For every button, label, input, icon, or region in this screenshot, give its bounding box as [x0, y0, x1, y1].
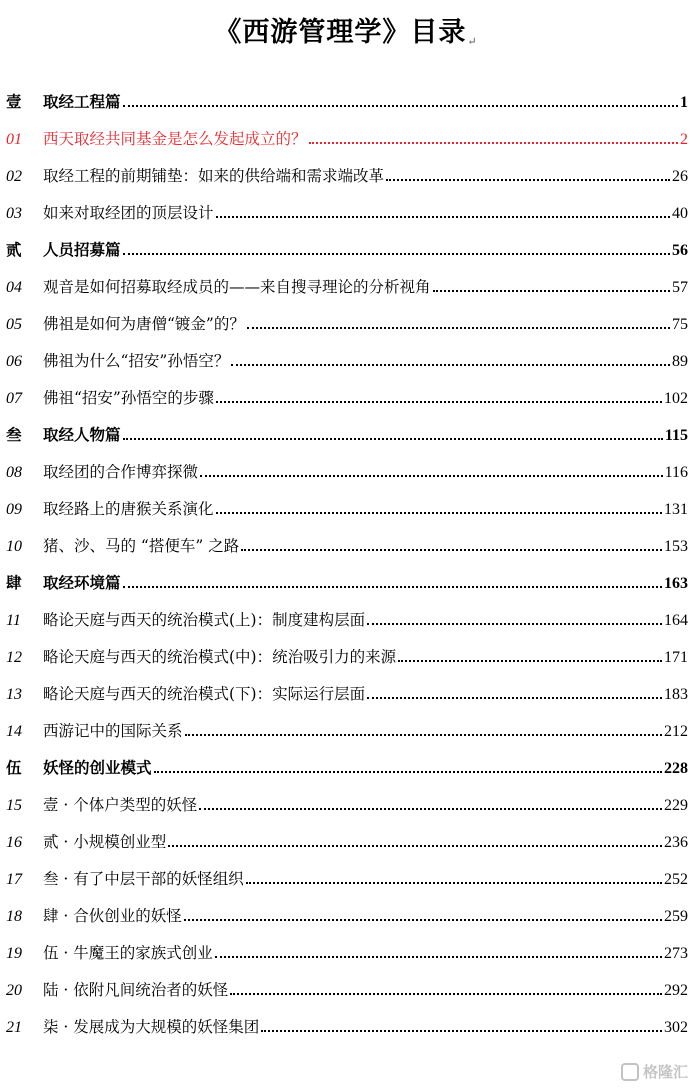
dot-leader — [123, 253, 670, 255]
chapter-title: 肆 · 合伙创业的妖怪 — [43, 907, 182, 925]
toc-item-row[interactable] — [0, 491, 692, 519]
chapter-title: 略论天庭与西天的统治模式(上)：制度建构层面 — [43, 611, 366, 629]
section-title: 人员招募篇 — [43, 240, 121, 259]
page-number: 40 — [672, 205, 688, 222]
page-number: 115 — [664, 427, 688, 444]
section-number: 叁 — [6, 425, 22, 444]
chapter-title: 观音是如何招募取经成员的——来自搜寻理论的分析视角 — [43, 278, 431, 296]
dot-leader — [154, 771, 662, 773]
toc-item-row[interactable] — [0, 306, 692, 334]
chapter-title: 叁 · 有了中层干部的妖怪组织 — [43, 870, 244, 888]
chapter-number: 05 — [6, 316, 22, 333]
page-number: 164 — [664, 612, 688, 629]
section-title: 取经环境篇 — [43, 573, 121, 592]
brand-logo-icon — [621, 1063, 639, 1081]
dot-leader — [231, 364, 670, 366]
page-number: 229 — [664, 797, 688, 814]
page-title — [0, 10, 692, 49]
chapter-title: 佛祖为什么“招安”孙悟空？ — [43, 352, 230, 370]
chapter-title: 伍 · 牛魔王的家族式创业 — [43, 944, 213, 962]
toc-item-row[interactable] — [0, 972, 692, 1000]
toc-item-row[interactable] — [0, 861, 692, 889]
chapter-number: 03 — [6, 205, 22, 222]
page-number: 171 — [664, 649, 688, 666]
page-number: 163 — [664, 575, 688, 592]
dot-leader — [216, 512, 662, 514]
page-number: 292 — [664, 982, 688, 999]
dot-leader — [216, 401, 662, 403]
chapter-title: 西游记中的国际关系 — [43, 722, 183, 740]
page-number: 57 — [672, 279, 688, 296]
toc-section-row[interactable] — [0, 84, 692, 112]
section-title: 取经人物篇 — [43, 425, 121, 444]
dot-leader — [123, 105, 678, 107]
dot-leader — [433, 290, 670, 292]
chapter-number: 06 — [6, 353, 22, 370]
watermark-text: 格隆汇 — [642, 1063, 688, 1081]
page-number: 302 — [664, 1019, 688, 1036]
page-number: 1 — [680, 94, 688, 111]
dot-leader — [168, 845, 662, 847]
toc-item-row[interactable] — [0, 269, 692, 297]
chapter-number: 09 — [6, 501, 22, 518]
dot-leader — [309, 142, 678, 144]
page-number: 116 — [664, 464, 688, 481]
chapter-title: 柒 · 发展成为大规模的妖怪集团 — [43, 1018, 260, 1036]
page-title-text: 《西游管理学》目录 — [214, 17, 467, 48]
dot-leader — [241, 549, 662, 551]
chapter-number: 13 — [6, 686, 22, 703]
dot-leader — [398, 660, 662, 662]
toc-item-row[interactable] — [0, 528, 692, 556]
table-of-contents — [0, 78, 692, 1046]
chapter-title: 如来对取经团的顶层设计 — [43, 204, 214, 222]
dot-leader — [247, 327, 670, 329]
toc-item-row[interactable] — [0, 454, 692, 482]
page-number: 212 — [664, 723, 688, 740]
page-number: 75 — [672, 316, 688, 333]
chapter-number: 04 — [6, 279, 22, 296]
toc-item-row[interactable] — [0, 1009, 692, 1037]
page-number: 252 — [664, 871, 688, 888]
dot-leader — [261, 1030, 662, 1032]
dot-leader — [199, 808, 662, 810]
dot-leader — [367, 623, 662, 625]
chapter-number: 01 — [6, 131, 22, 148]
page-number: 2 — [680, 131, 688, 148]
section-title: 取经工程篇 — [43, 92, 121, 111]
page-number: 236 — [664, 834, 688, 851]
chapter-number: 11 — [6, 612, 21, 629]
chapter-number: 07 — [6, 390, 22, 407]
section-number: 壹 — [6, 92, 22, 111]
chapter-title: 猪、沙、马的 “搭便车” 之路 — [43, 537, 240, 555]
dot-leader — [230, 993, 662, 995]
chapter-number: 21 — [6, 1019, 22, 1036]
section-number: 贰 — [6, 240, 22, 259]
dot-leader — [367, 697, 662, 699]
page-number: 259 — [664, 908, 688, 925]
toc-item-row[interactable] — [0, 639, 692, 667]
page-number: 102 — [664, 390, 688, 407]
toc-item-row[interactable] — [0, 195, 692, 223]
chapter-title: 西天取经共同基金是怎么发起成立的？ — [43, 130, 307, 148]
toc-item-row[interactable] — [0, 713, 692, 741]
chapter-title: 略论天庭与西天的统治模式(下)：实际运行层面 — [43, 685, 366, 703]
chapter-title: 陆 · 依附凡间统治者的妖怪 — [43, 981, 229, 999]
section-number: 伍 — [6, 758, 22, 777]
chapter-number: 14 — [6, 723, 22, 740]
chapter-number: 12 — [6, 649, 22, 666]
page-number: 89 — [672, 353, 688, 370]
chapter-number: 17 — [6, 871, 22, 888]
chapter-title: 佛祖“招安”孙悟空的步骤 — [43, 389, 214, 407]
section-title: 妖怪的创业模式 — [43, 758, 152, 777]
dot-leader — [185, 734, 662, 736]
chapter-title: 贰 · 小规模创业型 — [43, 833, 167, 851]
toc-section-row[interactable] — [0, 232, 692, 260]
watermark — [621, 1061, 688, 1082]
dot-leader — [386, 179, 670, 181]
chapter-number: 19 — [6, 945, 22, 962]
section-number: 肆 — [6, 573, 22, 592]
dot-leader — [184, 919, 662, 921]
toc-item-row[interactable] — [0, 158, 692, 186]
chapter-title: 取经路上的唐猴关系演化 — [43, 500, 214, 518]
toc-section-row[interactable] — [0, 750, 692, 778]
page-number: 183 — [664, 686, 688, 703]
chapter-title: 略论天庭与西天的统治模式(中)：统治吸引力的来源 — [43, 648, 397, 666]
chapter-number: 18 — [6, 908, 22, 925]
chapter-title: 壹 · 个体户类型的妖怪 — [43, 796, 198, 814]
dot-leader — [123, 586, 662, 588]
toc-section-row[interactable] — [0, 417, 692, 445]
page-number: 273 — [664, 945, 688, 962]
toc-item-row[interactable] — [0, 898, 692, 926]
dot-leader — [215, 956, 662, 958]
page-number: 228 — [664, 760, 688, 777]
chapter-title: 取经工程的前期铺垫：如来的供给端和需求端改革 — [43, 167, 385, 185]
chapter-title: 取经团的合作博弈探微 — [43, 463, 199, 481]
toc-item-row[interactable] — [0, 380, 692, 408]
paragraph-mark-icon: ↵ — [467, 35, 478, 48]
toc-item-row[interactable] — [0, 121, 692, 149]
chapter-number: 08 — [6, 464, 22, 481]
toc-item-row[interactable] — [0, 676, 692, 704]
toc-item-row[interactable] — [0, 824, 692, 852]
dot-leader — [123, 438, 663, 440]
dot-leader — [200, 475, 663, 477]
toc-item-row[interactable] — [0, 602, 692, 630]
chapter-number: 20 — [6, 982, 22, 999]
chapter-title: 佛祖是如何为唐僧“镀金”的？ — [43, 315, 245, 333]
page-number: 26 — [672, 168, 688, 185]
dot-leader — [246, 882, 662, 884]
toc-section-row[interactable] — [0, 565, 692, 593]
chapter-number: 15 — [6, 797, 22, 814]
page-number: 153 — [664, 538, 688, 555]
toc-item-row[interactable] — [0, 787, 692, 815]
page-number: 56 — [672, 242, 688, 259]
toc-item-row[interactable] — [0, 935, 692, 963]
chapter-number: 16 — [6, 834, 22, 851]
chapter-number: 02 — [6, 168, 22, 185]
toc-item-row[interactable] — [0, 343, 692, 371]
page-number: 131 — [664, 501, 688, 518]
dot-leader — [216, 216, 670, 218]
chapter-number: 10 — [6, 538, 22, 555]
